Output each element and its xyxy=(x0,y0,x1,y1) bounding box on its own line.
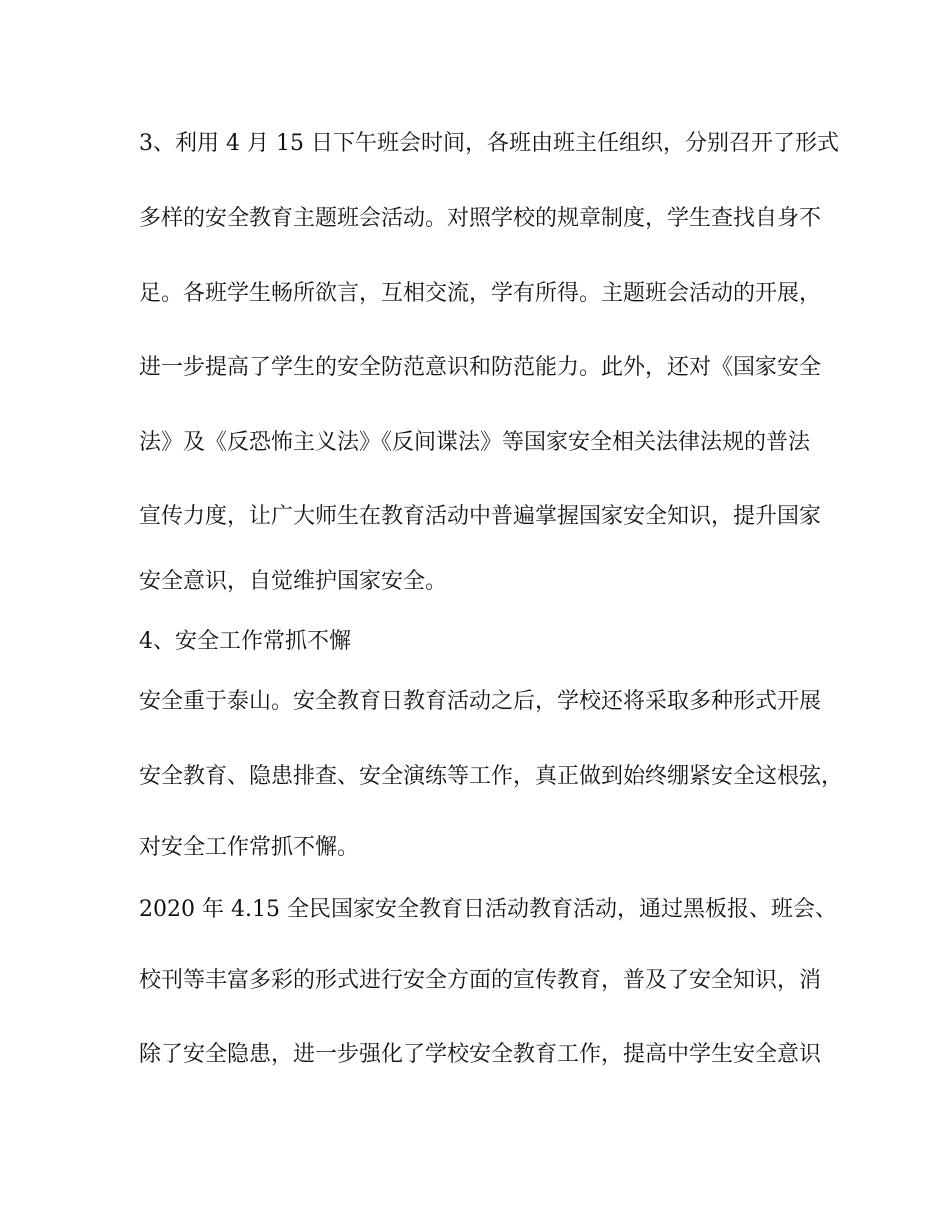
paragraph-line-5: 法》及《反恐怖主义法》《反间谍法》等国家安全相关法律法规的普法 xyxy=(139,430,811,455)
paragraph-line-10: 安全教育、隐患排查、安全演练等工作，真正做到始终绷紧安全这根弦， xyxy=(139,764,844,789)
paragraph-line-11: 对安全工作常抓不懈。 xyxy=(139,835,360,860)
paragraph-line-14: 除了安全隐患，进一步强化了学校安全教育工作，提高中学生安全意识 xyxy=(139,1042,822,1067)
paragraph-line-2: 多样的安全教育主题班会活动。对照学校的规章制度，学生查找自身不 xyxy=(139,206,822,231)
paragraph-line-1: 3、利用 4 月 15 日下午班会时间，各班由班主任组织，分别召开了形式 xyxy=(139,131,839,156)
paragraph-line-6: 宣传力度，让广大师生在教育活动中普遍掌握国家安全知识，提升国家 xyxy=(139,504,822,529)
paragraph-line-3: 足。各班学生畅所欲言，互相交流，学有所得。主题班会活动的开展， xyxy=(139,281,822,306)
paragraph-line-7: 安全意识，自觉维护国家安全。 xyxy=(139,569,448,594)
paragraph-line-4: 进一步提高了学生的安全防范意识和防范能力。此外，还对《国家安全 xyxy=(139,355,822,380)
section-heading: 4、安全工作常抓不懈 xyxy=(139,629,351,654)
paragraph-line-13: 校刊等丰富多彩的形式进行安全方面的宣传教育，普及了安全知识，消 xyxy=(139,968,822,993)
paragraph-line-9: 安全重于泰山。安全教育日教育活动之后，学校还将采取多种形式开展 xyxy=(139,689,822,714)
paragraph-line-12: 2020 年 4.15 全民国家安全教育日活动教育活动，通过黑板报、班会、 xyxy=(139,897,837,922)
